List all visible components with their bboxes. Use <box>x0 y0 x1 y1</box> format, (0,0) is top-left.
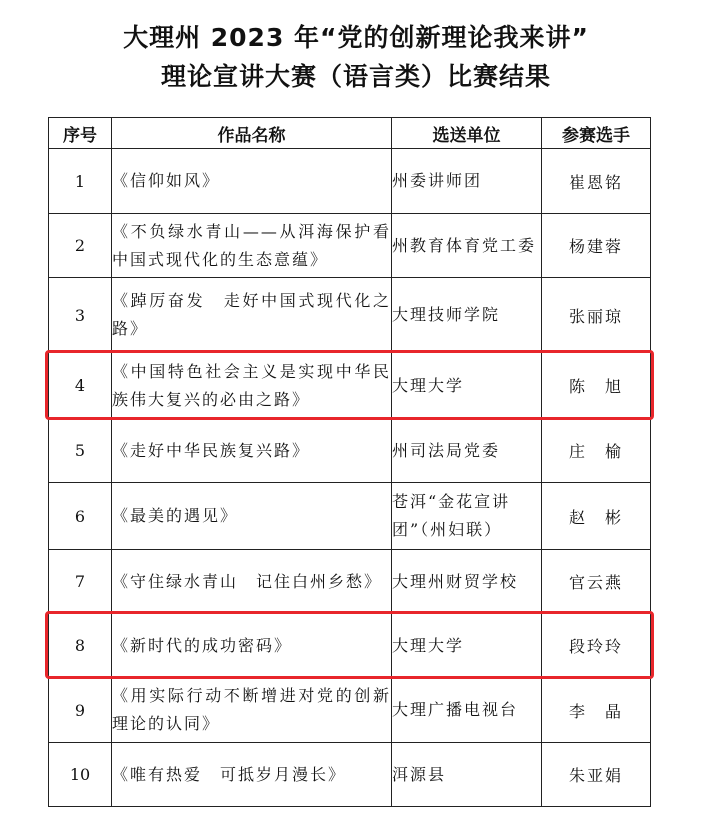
work-title: 《新时代的成功密码》 <box>112 614 392 678</box>
unit-name: 州教育体育党工委 <box>392 214 542 278</box>
header-unit: 选送单位 <box>392 118 542 149</box>
unit-name: 苍洱“金花宣讲团”（州妇联） <box>392 483 542 550</box>
document-title-line2: 理论宣讲大赛（语言类）比赛结果 <box>160 62 551 91</box>
work-title: 《用实际行动不断增进对党的创新理论的认同》 <box>112 678 392 743</box>
work-title: 《中国特色社会主义是实现中华民族伟大复兴的必由之路》 <box>112 353 392 419</box>
header-number: 序号 <box>49 118 112 149</box>
table-row <box>49 419 651 483</box>
participant-name: 杨建蓉 <box>542 214 651 278</box>
unit-name: 州司法局党委 <box>392 419 542 483</box>
work-title: 《踔厉奋发 走好中国式现代化之路》 <box>112 278 392 353</box>
row-number: 3 <box>49 278 112 353</box>
header-participant: 参赛选手 <box>542 118 651 149</box>
participant-name: 张丽琼 <box>542 278 651 353</box>
row-number: 9 <box>49 678 112 743</box>
work-title: 《最美的遇见》 <box>112 483 392 550</box>
unit-name: 洱源县 <box>392 743 542 807</box>
participant-name: 朱亚娟 <box>542 743 651 807</box>
row-number: 4 <box>49 353 112 419</box>
work-title: 《守住绿水青山 记住白州乡愁》 <box>112 550 392 614</box>
table-row <box>49 550 651 614</box>
results-table <box>48 117 651 807</box>
table-row <box>49 353 651 419</box>
row-number: 6 <box>49 483 112 550</box>
participant-name: 段玲玲 <box>542 614 651 678</box>
table-row <box>49 278 651 353</box>
table-row <box>49 483 651 550</box>
table-row <box>49 149 651 214</box>
unit-name: 大理技师学院 <box>392 278 542 353</box>
participant-name: 陈 旭 <box>542 353 651 419</box>
unit-name: 州委讲师团 <box>392 149 542 214</box>
table-header-row <box>49 118 651 149</box>
work-title: 《走好中华民族复兴路》 <box>112 419 392 483</box>
unit-name: 大理大学 <box>392 353 542 419</box>
participant-name: 庄 榆 <box>542 419 651 483</box>
unit-name: 大理广播电视台 <box>392 678 542 743</box>
participant-name: 李 晶 <box>542 678 651 743</box>
table-row <box>49 614 651 678</box>
row-number: 8 <box>49 614 112 678</box>
unit-name: 大理州财贸学校 <box>392 550 542 614</box>
work-title: 《信仰如风》 <box>112 149 392 214</box>
participant-name: 官云燕 <box>542 550 651 614</box>
unit-name: 大理大学 <box>392 614 542 678</box>
work-title: 《不负绿水青山——从洱海保护看中国式现代化的生态意蕴》 <box>112 214 392 278</box>
table-row <box>49 678 651 743</box>
row-number: 2 <box>49 214 112 278</box>
row-number: 1 <box>49 149 112 214</box>
participant-name: 崔恩铭 <box>542 149 651 214</box>
row-number: 10 <box>49 743 112 807</box>
work-title: 《唯有热爱 可抵岁月漫长》 <box>112 743 392 807</box>
participant-name: 赵 彬 <box>542 483 651 550</box>
document-title-line1: 大理州 2023 年“党的创新理论我来讲” <box>123 23 589 52</box>
row-number: 5 <box>49 419 112 483</box>
table-row <box>49 214 651 278</box>
row-number: 7 <box>49 550 112 614</box>
header-work-title: 作品名称 <box>112 118 392 149</box>
table-row <box>49 743 651 807</box>
